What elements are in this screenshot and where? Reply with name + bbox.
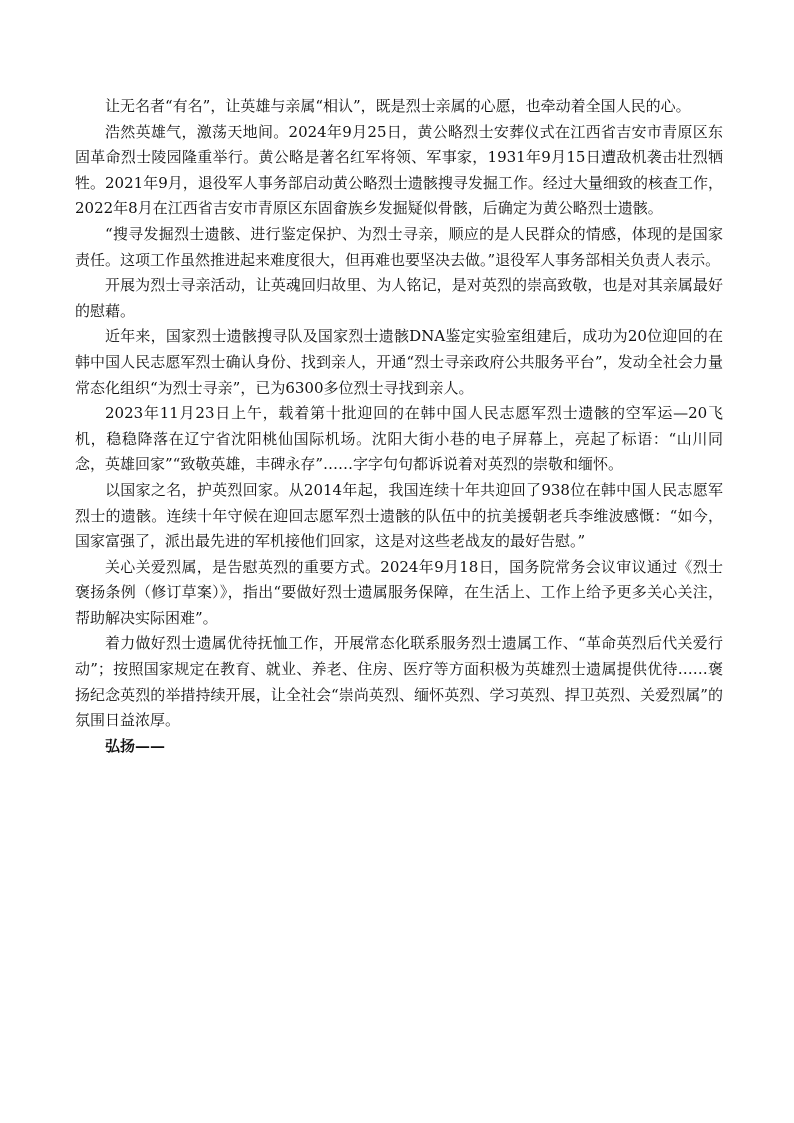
paragraph-6: 2023年11月23日上午，载着第十批迎回的在韩中国人民志愿军烈士遗骸的空军运—20飞机，稳稳降落在辽宁省沈阳桃仙国际机场。沈阳大街小巷的电子屏幕上，亮起了标语：“山川同念，英雄回家”“致敬英雄，丰碑永存”……字字句句都诉说着对英烈的崇敬和缅怀。 xyxy=(75,404,723,474)
paragraph-5: 近年来，国家烈士遗骸搜寻队及国家烈士遗骸DNA鉴定实验室组建后，成功为20位迎回的在韩中国人民志愿军烈士确认身份、找到亲人，开通“烈士寻亲政府公共服务平台”，发动全社会力量常态化组织“为烈士寻亲”，已为6300多位烈士寻找到亲人。 xyxy=(75,327,723,397)
paragraph-2: 浩然英雄气，激荡天地间。2024年9月25日，黄公略烈士安葬仪式在江西省吉安市青原区东固革命烈士陵园隆重举行。黄公略是著名红军将领、军事家，1931年9月15日遭敌机袭击壮烈牺牲。2021年9月，退役军人事务部启动黄公略烈士遗骸搜寻发掘工作。经过大量细致的核查工作，2022年8月在江西省吉安市青原区东固畲族乡发掘疑似骨骸，后确定为黄公略烈士遗骸。 xyxy=(75,122,723,218)
paragraph-4: 开展为烈士寻亲活动，让英魂回归故里、为人铭记，是对英烈的崇高致敬，也是对其亲属最好的慰藉。 xyxy=(75,276,723,320)
article-body xyxy=(75,94,723,759)
paragraph-7: 以国家之名，护英烈回家。从2014年起，我国连续十年共迎回了938位在韩中国人民志愿军烈士的遗骸。连续十年守候在迎回志愿军烈士遗骸的队伍中的抗美援朝老兵李维波感慨：“如今，国家富强了，派出最先进的军机接他们回家，这是对这些老战友的最好告慰。” xyxy=(75,480,723,551)
paragraph-3: “搜寻发掘烈士遗骸、进行鉴定保护、为烈士寻亲，顺应的是人民群众的情感，体现的是国家责任。这项工作虽然推进起来难度很大，但再难也要坚决去做。”退役军人事务部相关负责人表示。 xyxy=(75,224,723,269)
section-heading: 弘扬—— xyxy=(105,736,166,755)
paragraph-1: 让无名者“有名”，让英雄与亲属“相认”，既是烈士亲属的心愿，也牵动着全国人民的心。 xyxy=(105,97,691,115)
paragraph-9: 着力做好烈士遗属优待抚恤工作，开展常态化联系服务烈士遗属工作、“革命英烈后代关爱行动”；按照国家规定在教育、就业、养老、住房、医疗等方面积极为英雄烈士遗属提供优待……褒扬纪念英烈的举措持续开展，让全社会“崇尚英烈、缅怀英烈、学习英烈、捍卫英烈、关爱烈属”的氛围日益浓厚。 xyxy=(75,634,723,730)
paragraph-8: 关心关爱烈属，是告慰英烈的重要方式。2024年9月18日，国务院常务会议审议通过《烈士褒扬条例（修订草案）》，指出“要做好烈士遗属服务保障，在生活上、工作上给予更多关心关注，帮助解决实际困难”。 xyxy=(75,557,723,627)
